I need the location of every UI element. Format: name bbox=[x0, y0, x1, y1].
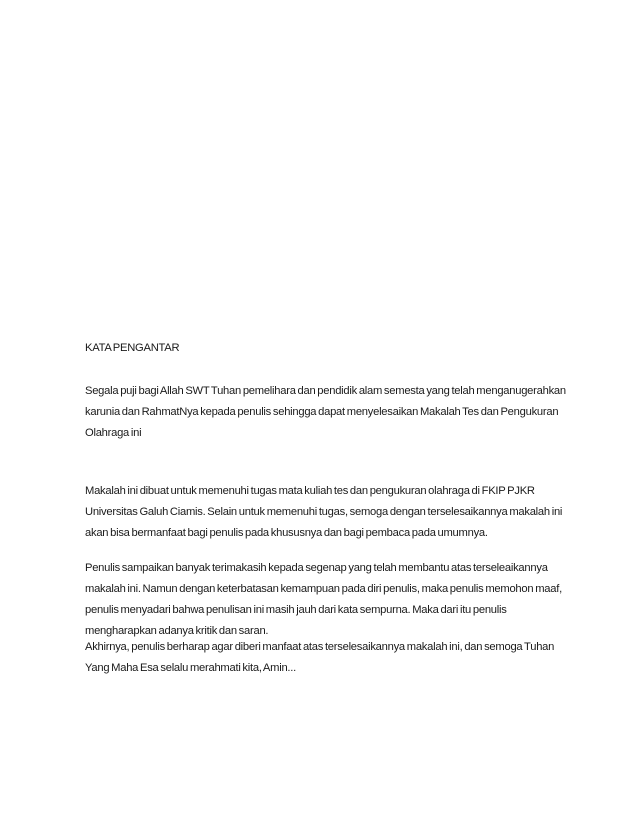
paragraph-line: mengharapkan adanya kritik dan saran. bbox=[85, 625, 269, 637]
heading-text: KATA PENGANTAR bbox=[85, 342, 180, 354]
paragraph-purpose bbox=[85, 481, 565, 544]
paragraph-line: makalah ini. Namun dengan keterbatasan kemampuan pada diri penulis, maka penulis memohon maaf, bbox=[85, 583, 562, 595]
paragraph-line: akan bisa bermanfaat bagi penulis pada khususnya dan bagi pembaca pada umumnya. bbox=[85, 527, 488, 539]
document-heading bbox=[85, 338, 565, 359]
paragraph-line: Segala puji bagi Allah SWT Tuhan pemelihara dan pendidik alam semesta yang telah menganugerahkan bbox=[85, 385, 566, 397]
paragraph-line: penulis menyadari bahwa penulisan ini masih jauh dari kata sempurna. Maka dari itu penulis bbox=[85, 604, 507, 616]
paragraph-line: Yang Maha Esa selalu merahmati kita, Amin... bbox=[85, 662, 296, 674]
paragraph-closing bbox=[85, 637, 565, 679]
paragraph-line: Universitas Galuh Ciamis. Selain untuk memenuhi tugas, semoga dengan terselesaikannya makalah ini bbox=[85, 506, 563, 518]
paragraph-line: karunia dan RahmatNya kepada penulis sehingga dapat menyelesaikan Makalah Tes dan Pengukuran bbox=[85, 406, 559, 418]
paragraph-opening bbox=[85, 381, 565, 444]
paragraph-thanks bbox=[85, 558, 565, 642]
paragraph-line: Akhirnya, penulis berharap agar diberi manfaat atas terselesaikannya makalah ini, dan semoga Tuhan bbox=[85, 641, 555, 653]
paragraph-line: Olahraga ini bbox=[85, 427, 142, 439]
paragraph-line: Makalah ini dibuat untuk memenuhi tugas mata kuliah tes dan pengukuran olahraga di FKIP PJKR bbox=[85, 485, 535, 497]
paragraph-line: Penulis sampaikan banyak terimakasih kepada segenap yang telah membantu atas terseleaikannya bbox=[85, 562, 548, 574]
